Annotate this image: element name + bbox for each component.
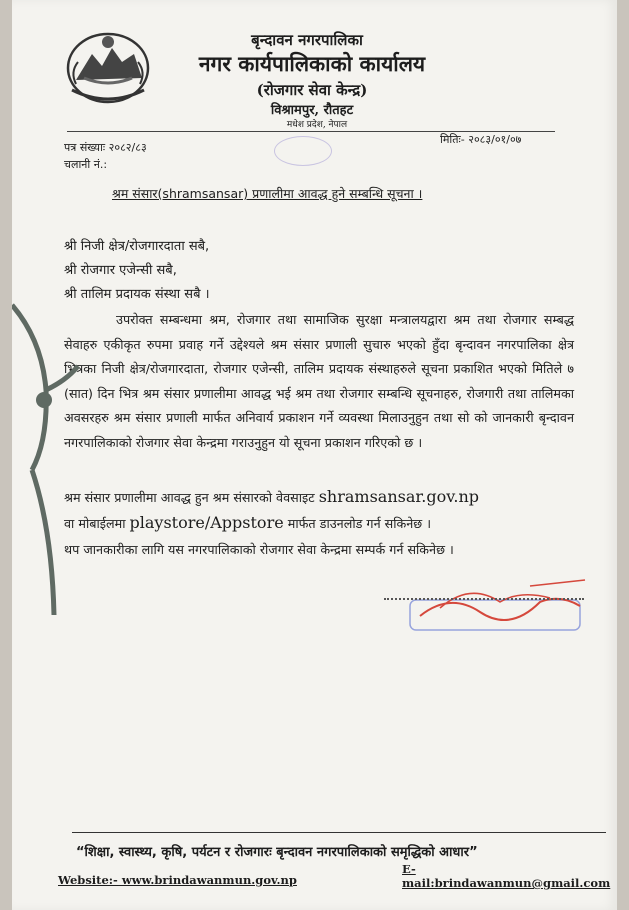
website-line	[64, 487, 479, 506]
binding-string	[12, 300, 82, 620]
app-line	[64, 513, 431, 532]
footer-motto: “शिक्षा, स्वास्थ्य, कृषि, पर्यटन र रोजगारः बृन्दावन नगरपालिकाको समृद्धिको आधार”	[76, 845, 478, 860]
addressee-line: श्री रोजगार एजेन्सी सबै,	[64, 263, 177, 278]
app-line-prefix: वा मोबाईलमा	[64, 516, 126, 531]
nepal-emblem-logo	[62, 28, 154, 106]
body-paragraph: उपरोक्त सम्बन्धमा श्रम, रोजगार तथा सामाजिक सुरक्षा मन्त्रालयद्वारा श्रम तथा रोजगार सम्बद्ध सेवाहरु एकीकृत रुपमा प्रवाह गर्ने उद्देश्यले श्रम संसार प्रणाली सुचारु भएको हुँदा बृन्दावन नगरपालिका क्षेत्र भित्रका निजी क्षेत्र/रोजगारदाता, रोजगार एजेन्सी, तालिम प्रदायक संस्थाहरुले सूचना प्रकाशित भएको मितिले ७ (सात) दिन भित्र श्रम संसार प्रणालीमा आवद्ध भई श्रम तथा रोजगार सम्बन्धि सूचनाहरु, रोजगारी तथा तालिमका अवसरहरु श्रम संसार प्रणाली मार्फत अनिवार्य प्रकाशन गर्ने व्यवस्था मिलाउनुहुन तथा सो को जानकारी बृन्दावन नगरपालिकाको रोजगार सेवा केन्द्रमा गराउनुहुन यो सूचना प्रकाशन गरिएको छ ।	[64, 312, 574, 450]
letter-subject: श्रम संसार(shramsansar) प्रणालीमा आवद्ध हुने सम्बन्धि सूचना ।	[112, 186, 423, 201]
province-name: मधेश प्रदेश, नेपाल	[286, 120, 348, 130]
app-store-name: playstore/Appstore	[129, 513, 284, 532]
center-name: (रोजगार सेवा केन्द्र)	[256, 81, 368, 99]
contact-line: थप जानकारीका लागि यस नगरपालिकाको रोजगार सेवा केन्द्रमा सम्पर्क गर्न सकिनेछ ।	[64, 542, 454, 557]
app-line-suffix: मार्फत डाउनलोड गर्न सकिनेछ ।	[287, 516, 432, 531]
signature-line	[384, 598, 584, 600]
addressee-line: श्री निजी क्षेत्र/रोजगारदाता सबै,	[64, 239, 210, 254]
office-seal-stamp	[274, 136, 332, 166]
shramsansar-url: shramsansar.gov.np	[318, 487, 479, 506]
website-line-text: श्रम संसार प्रणालीमा आवद्ध हुन श्रम संसारको वेवसाइट	[64, 490, 315, 505]
letter-page	[12, 0, 617, 910]
letter-number: पत्र संख्याः २०८२/८३	[64, 141, 147, 154]
footer-website: Website:- www.brindawanmun.gov.np	[58, 873, 297, 887]
letter-date: मितिः- २०८३/०१/०७	[440, 133, 522, 146]
footer-email: E-mail:brindawanmun@gmail.com	[402, 862, 611, 890]
footer-rule	[72, 832, 606, 833]
office-place: विश्रामपुर, रौतहट	[270, 103, 354, 118]
dispatch-number: चलानी नं.:	[64, 158, 108, 171]
municipality-name: बृन्दावन नगरपालिका	[251, 31, 363, 49]
office-title: नगर कार्यपालिकाको कार्यालय	[198, 51, 426, 76]
signature-stamp	[380, 572, 600, 642]
addressee-line: श्री तालिम प्रदायक संस्था सबै ।	[64, 287, 210, 302]
